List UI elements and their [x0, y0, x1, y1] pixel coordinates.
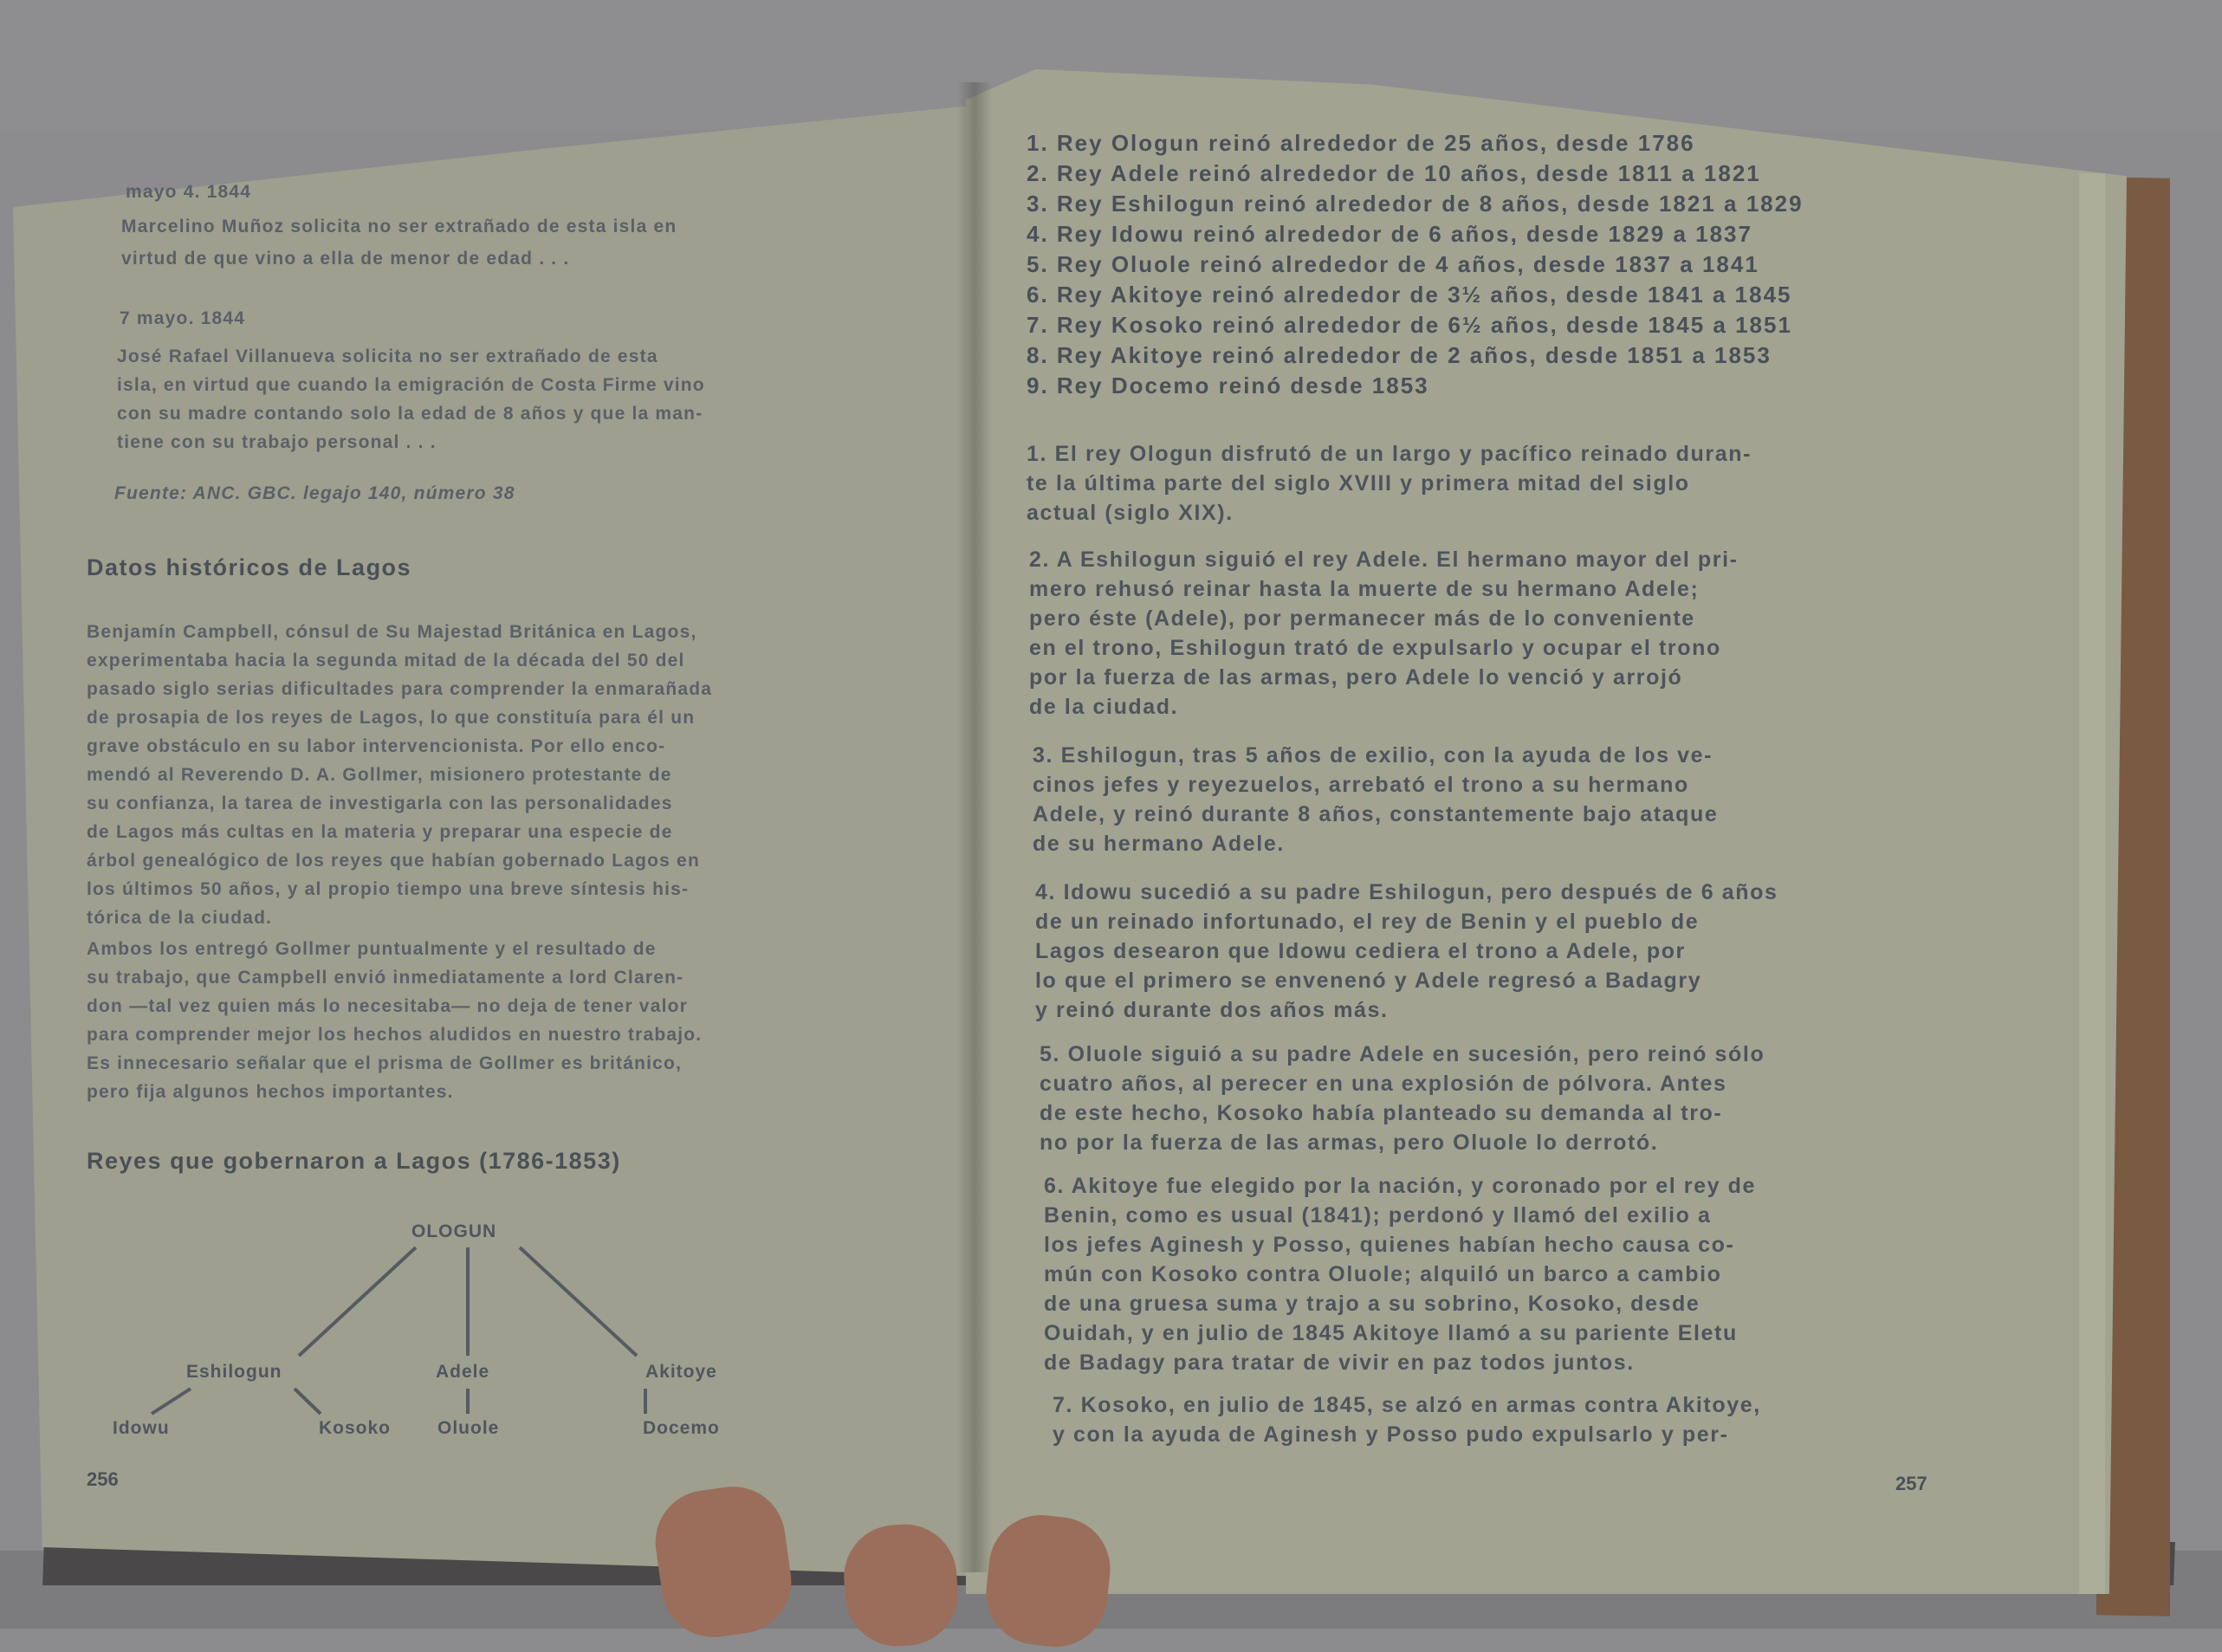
left-para3-line-2: experimentaba hacia la segunda mitad de la década del 50 del	[87, 651, 685, 671]
left-date-1: mayo 4. 1844	[126, 182, 252, 202]
left-para1-line-2: virtud de que vino a ella de menor de edad . . .	[121, 249, 570, 269]
left-para3-line-3: pasado siglo serias dificultades para comprender la enmarañada	[87, 679, 713, 699]
item-4-line-5: y reinó durante dos años más.	[1035, 998, 1389, 1022]
left-para2-line-2: isla, en virtud que cuando la emigración de Costa Firme vino	[117, 375, 705, 395]
left-para2-line-3: con su madre contando solo la edad de 8 años y que la man-	[117, 404, 703, 424]
item-3-line-1: 3. Eshilogun, tras 5 años de exilio, con la ayuda de los ve-	[1033, 743, 1713, 768]
left-para3-line-6: mendó al Reverendo D. A. Gollmer, misionero protestante de	[87, 765, 672, 785]
item-6-line-3: los jefes Aginesh y Posso, quienes habían hecho causa co-	[1044, 1233, 1735, 1257]
left-para4-line-3: don —tal vez quien más lo necesitaba— no deja de tener valor	[87, 996, 689, 1016]
item-6-line-2: Benin, como es usual (1841); perdonó y llamó del exilio a	[1044, 1203, 1712, 1228]
item-3-line-2: cinos jefes y reyezuelos, arrebató el trono a su hermano	[1033, 773, 1689, 797]
item-2-line-1: 2. A Eshilogun siguió el rey Adele. El hermano mayor del pri-	[1029, 547, 1739, 572]
left-para3-line-11: tórica de la ciudad.	[87, 908, 273, 928]
left-para2-line-1: José Rafael Villanueva solicita no ser extrañado de esta	[117, 347, 658, 366]
left-para3-line-7: su confianza, la tarea de investigarla con las personalidades	[87, 794, 673, 813]
item-4-line-3: Lagos desearon que Idowu cediera el trono a Adele, por	[1035, 939, 1686, 963]
tree-node-oluole: Oluole	[437, 1418, 500, 1438]
item-5-line-1: 5. Oluole siguió a su padre Adele en sucesión, pero reinó sólo	[1040, 1042, 1765, 1066]
item-5-line-3: de este hecho, Kosoko había planteado su demanda al tro-	[1040, 1101, 1723, 1125]
item-6-line-5: de una gruesa suma y trajo a su sobrino, Kosoko, desde	[1044, 1292, 1701, 1316]
left-para3-line-9: árbol genealógico de los reyes que habían gobernado Lagos en	[87, 851, 700, 871]
item-6-line-4: mún con Kosoko contra Oluole; alquiló un barco a cambio	[1044, 1262, 1722, 1286]
tree-node-ologun: OLOGUN	[411, 1221, 497, 1241]
king-line-1: 1. Rey Ologun reinó alrededor de 25 años, desde 1786	[1027, 130, 1695, 156]
item-7-line-2: y con la ayuda de Aginesh y Posso pudo expulsarlo y per-	[1053, 1422, 1729, 1447]
tree-line-eshilogun-idowu	[152, 1389, 191, 1414]
item-2-line-5: por la fuerza de las armas, pero Adele lo venció y arrojó	[1029, 665, 1683, 690]
left-page-number: 256	[87, 1468, 119, 1490]
tree-node-akitoye: Akitoye	[645, 1362, 717, 1382]
tree-line-ologun-akitoye	[520, 1247, 637, 1356]
left-heading-1: Datos históricos de Lagos	[87, 554, 412, 580]
item-4-line-1: 4. Idowu sucedió a su padre Eshilogun, pero después de 6 años	[1035, 880, 1778, 904]
left-para3-line-4: de prosapia de los reyes de Lagos, lo que constituía para él un	[87, 708, 696, 728]
king-line-6: 6. Rey Akitoye reinó alrededor de 3½ años, desde 1841 a 1845	[1027, 282, 1792, 308]
item-2-line-2: mero rehusó reinar hasta la muerte de su hermano Adele;	[1029, 577, 1700, 601]
item-1-line-2: te la última parte del siglo XVIII y primera mitad del siglo	[1027, 471, 1690, 496]
left-para1-line-1: Marcelino Muñoz solicita no ser extrañado de esta isla en	[121, 217, 677, 236]
left-heading-2: Reyes que gobernaron a Lagos (1786-1853)	[87, 1148, 621, 1174]
left-source: Fuente: ANC. GBC. legajo 140, número 38	[114, 483, 515, 503]
item-1-line-3: actual (siglo XIX).	[1027, 501, 1234, 525]
left-para4-line-4: para comprender mejor los hechos aludidos en nuestro trabajo.	[87, 1025, 703, 1045]
tree-node-idowu: Idowu	[113, 1418, 170, 1438]
left-para4-line-1: Ambos los entregó Gollmer puntualmente y el resultado de	[87, 939, 657, 959]
item-6-line-6: Ouidah, y en julio de 1845 Akitoye llamó a su pariente Eletu	[1044, 1321, 1738, 1345]
item-2-line-3: pero éste (Adele), por permanecer más de lo conveniente	[1029, 606, 1695, 631]
item-4-line-4: lo que el primero se envenenó y Adele regresó a Badagry	[1035, 969, 1702, 993]
tree-node-kosoko: Kosoko	[319, 1418, 392, 1438]
tree-line-eshilogun-kosoko	[295, 1389, 321, 1414]
item-3-line-3: Adele, y reinó durante 8 años, constantemente bajo ataque	[1033, 802, 1719, 826]
tree-line-ologun-eshilogun	[299, 1247, 416, 1356]
king-line-2: 2. Rey Adele reinó alrededor de 10 años, desde 1811 a 1821	[1027, 160, 1761, 186]
item-3-line-4: de su hermano Adele.	[1033, 832, 1285, 856]
king-line-5: 5. Rey Oluole reinó alrededor de 4 años, desde 1837 a 1841	[1027, 251, 1759, 277]
left-para4-line-2: su trabajo, que Campbell envió inmediatamente a lord Claren-	[87, 968, 684, 988]
item-7-line-1: 7. Kosoko, en julio de 1845, se alzó en armas contra Akitoye,	[1053, 1393, 1761, 1417]
left-para2-line-4: tiene con su trabajo personal . . .	[117, 432, 437, 452]
item-1-line-1: 1. El rey Ologun disfrutó de un largo y pacífico reinado duran-	[1027, 442, 1752, 466]
left-para4-line-6: pero fija algunos hechos importantes.	[87, 1082, 454, 1102]
item-6-line-7: de Badagy para tratar de vivir en paz todos juntos.	[1044, 1351, 1635, 1375]
left-para3-line-8: de Lagos más cultas en la materia y preparar una especie de	[87, 822, 673, 842]
item-6-line-1: 6. Akitoye fue elegido por la nación, y coronado por el rey de	[1044, 1174, 1757, 1198]
king-line-8: 8. Rey Akitoye reinó alrededor de 2 años, desde 1851 a 1853	[1027, 342, 1772, 368]
king-line-7: 7. Rey Kosoko reinó alrededor de 6½ años, desde 1845 a 1851	[1027, 312, 1792, 338]
item-4-line-2: de un reinado infortunado, el rey de Benin y el pueblo de	[1035, 910, 1700, 934]
item-5-line-4: no por la fuerza de las armas, pero Oluole lo derrotó.	[1040, 1130, 1659, 1155]
king-line-4: 4. Rey Idowu reinó alrededor de 6 años, desde 1829 a 1837	[1027, 221, 1752, 247]
left-date-2: 7 mayo. 1844	[120, 308, 246, 328]
item-2-line-4: en el trono, Eshilogun trató de expulsarlo y ocupar el trono	[1029, 636, 1721, 660]
king-line-3: 3. Rey Eshilogun reinó alrededor de 8 años, desde 1821 a 1829	[1027, 191, 1804, 217]
left-para4-line-5: Es innecesario señalar que el prisma de Gollmer es británico,	[87, 1053, 683, 1073]
tree-node-docemo: Docemo	[643, 1418, 720, 1438]
king-line-9: 9. Rey Docemo reinó desde 1853	[1027, 373, 1429, 398]
item-2-line-6: de la ciudad.	[1029, 695, 1179, 719]
tree-node-adele: Adele	[436, 1362, 490, 1382]
item-5-line-2: cuatro años, al perecer en una explosión de pólvora. Antes	[1040, 1072, 1727, 1096]
right-page-number: 257	[1895, 1473, 1927, 1494]
left-para3-line-1: Benjamín Campbell, cónsul de Su Majestad Británica en Lagos,	[87, 622, 697, 642]
tree-node-eshilogun: Eshilogun	[186, 1362, 282, 1382]
left-para3-line-5: grave obstáculo en su labor intervencionista. Por ello enco-	[87, 736, 666, 756]
left-para3-line-10: los últimos 50 años, y al propio tiempo una breve síntesis his-	[87, 879, 690, 899]
